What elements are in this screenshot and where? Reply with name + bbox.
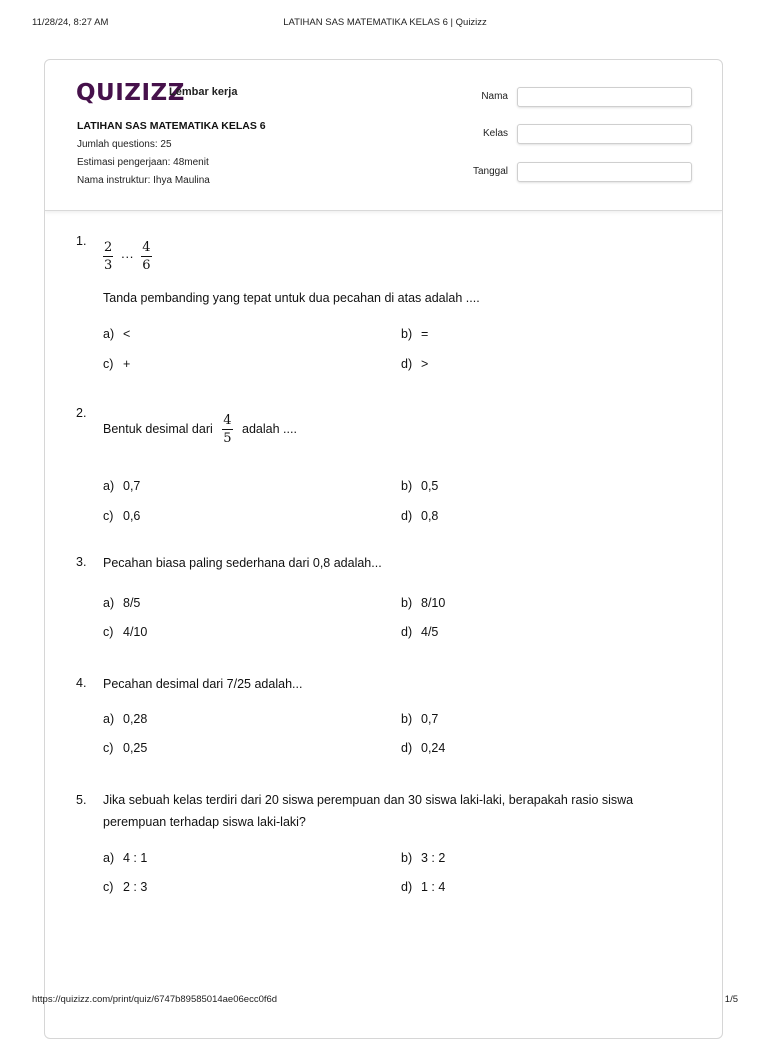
option: d) 1 : 4 (401, 880, 446, 894)
questions-count: Jumlah questions: 25 (77, 139, 172, 150)
worksheet-label: Lembar kerja (169, 86, 238, 98)
worksheet-header (45, 60, 722, 211)
option: b) 0,7 (401, 712, 439, 726)
option: a) 4 : 1 (103, 851, 148, 865)
class-label: Kelas (482, 128, 508, 139)
print-url: https://quizizz.com/print/quiz/6747b89585014ae06ecc0f6d (32, 994, 278, 1005)
comparison-dots: ··· (120, 249, 134, 264)
class-field[interactable] (517, 124, 692, 144)
option: d) 4/5 (401, 625, 439, 639)
question-text: Tanda pembanding yang tepat untuk dua pecahan di atas adalah .... (103, 291, 480, 305)
question-text: Pecahan biasa paling sederhana dari 0,8 adalah... (103, 556, 382, 570)
option: c) 4/10 (103, 625, 148, 639)
option: b) 3 : 2 (401, 851, 446, 865)
date-label: Tanggal (472, 166, 508, 177)
option: b) 8/10 (401, 596, 446, 610)
quizizz-logo: QUIZIZZ (76, 80, 185, 106)
instructor-name: Nama instruktur: Ihya Maulina (77, 175, 210, 186)
option: a) 0,28 (103, 712, 148, 726)
question-text: Pecahan desimal dari 7/25 adalah... (103, 677, 303, 691)
print-datetime: 11/28/24, 8:27 AM (32, 17, 109, 28)
quiz-title: LATIHAN SAS MATEMATIKA KELAS 6 (77, 120, 266, 132)
option: d) > (401, 357, 429, 371)
option: a) 8/5 (103, 596, 141, 610)
fraction: $\frac{4}{6}$ (142, 240, 151, 273)
fraction: $\frac{4}{5}$ (223, 413, 232, 446)
time-estimate: Estimasi pengerjaan: 48menit (77, 157, 209, 168)
name-field[interactable] (517, 87, 692, 107)
option: b) 0,5 (401, 479, 439, 493)
option: c) 2 : 3 (103, 880, 148, 894)
page-number: 1/5 (724, 994, 738, 1005)
option: a) < (103, 327, 131, 341)
fraction: $\frac{2}{3}$ (104, 240, 113, 273)
question-number: 4. (76, 676, 87, 690)
option: b) = (401, 327, 429, 341)
option: c) 0,6 (103, 509, 141, 523)
question-number: 3. (76, 555, 87, 569)
fraction-comparison (103, 240, 152, 273)
question-number: 5. (76, 793, 87, 807)
question-text: Jika sebuah kelas terdiri dari 20 siswa perempuan dan 30 siswa laki-laki, berapakah rasio siswa perempuan terhadap siswa laki-laki? (103, 793, 634, 829)
question-text: Bentuk desimal dari $\frac{4}{5}$ adalah .... (103, 413, 297, 446)
print-page-title: LATIHAN SAS MATEMATIKA KELAS 6 | Quizizz (283, 17, 487, 28)
option: d) 0,8 (401, 509, 439, 523)
option: a) 0,7 (103, 479, 141, 493)
date-field[interactable] (517, 162, 692, 182)
question-number: 1. (76, 234, 87, 248)
name-label: Nama (481, 91, 508, 102)
question-number: 2. (76, 406, 87, 420)
option: d) 0,24 (401, 741, 446, 755)
option: c) 0,25 (103, 741, 148, 755)
option: c) + (103, 357, 131, 371)
